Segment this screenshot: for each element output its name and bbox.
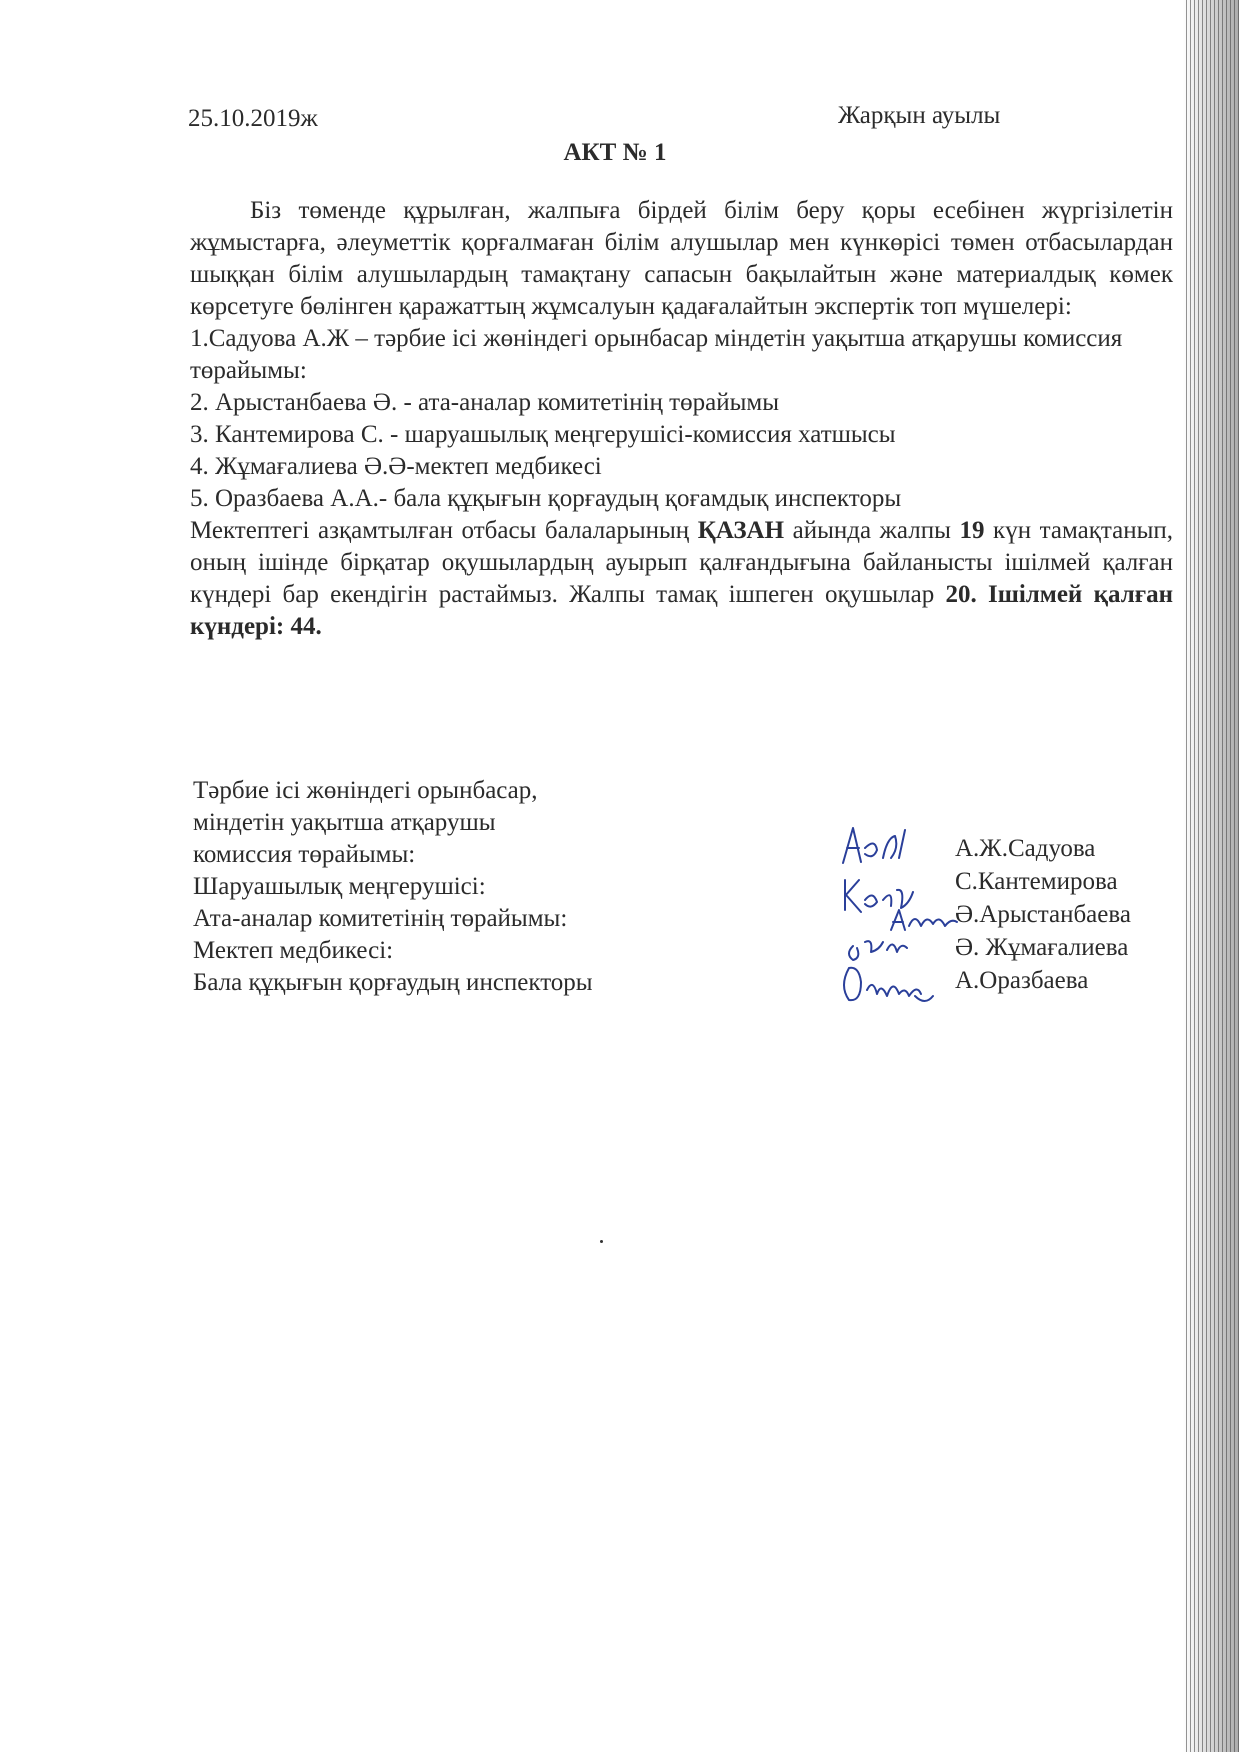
signer-name: А.Ж.Садуова bbox=[955, 835, 1096, 862]
document-date: 25.10.2019ж bbox=[188, 105, 318, 132]
signature-stroke-1 bbox=[843, 828, 905, 863]
member-5: 5. Оразбаева А.А.- бала құқығын қорғаудың қоғамдық инспекторы bbox=[190, 485, 902, 512]
signer-name: С.Кантемирова bbox=[955, 868, 1118, 895]
signer-name: А.Оразбаева bbox=[955, 967, 1089, 994]
role-line: Бала құқығын қорғаудың инспекторы bbox=[193, 969, 593, 996]
statement-part3: күн тамақтанып, оның ішінде бірқатар оқушылардың ауырып қалғандығына байланысты ішілмей қалған күндері бар екендігін растаймыз. Жалпы тамақ ішпеген оқушылар bbox=[190, 517, 1173, 608]
scan-edge-artifact bbox=[1183, 0, 1239, 1752]
signature-stroke-2 bbox=[845, 880, 913, 912]
role-line: Ата-аналар комитетінің төрайымы: bbox=[193, 905, 568, 932]
member-3: 3. Кантемирова С. - шаруашылық меңгерушісі-комиссия хатшысы bbox=[190, 421, 896, 448]
member-1: 1.Садуова А.Ж – тәрбие ісі жөніндегі орынбасар міндетін уақытша атқарушы комиссия төрайымы: bbox=[190, 325, 1123, 384]
signature-stroke-3 bbox=[891, 910, 957, 930]
signature-stroke-4 bbox=[849, 941, 907, 960]
signature-roles bbox=[193, 775, 593, 999]
document-place: Жарқын ауылы bbox=[838, 102, 1001, 129]
scan-speck bbox=[600, 1240, 603, 1243]
statement-result: 20. Ішілмей қалған күндері: 44. bbox=[190, 581, 1173, 640]
statement-days: 19 bbox=[959, 517, 985, 544]
statement-month: ҚАЗАН bbox=[697, 517, 785, 544]
role-line: Мектеп медбикесі: bbox=[193, 937, 394, 964]
role-line: Тәрбие ісі жөніндегі орынбасар, bbox=[193, 777, 538, 804]
role-line: Шаруашылық меңгерушісі: bbox=[193, 873, 486, 900]
handwritten-signatures bbox=[835, 818, 970, 1018]
signature-names bbox=[955, 832, 1131, 997]
member-4: 4. Жұмағалиева Ә.Ә-мектеп медбикесі bbox=[190, 453, 602, 480]
signer-name: Ә.Арыстанбаева bbox=[955, 901, 1131, 928]
document-body bbox=[190, 195, 1173, 643]
intro-paragraph: Біз төменде құрылған, жалпыға бірдей білім беру қоры есебінен жүргізілетін жұмыстарға, әлеуметтік қорғалмаған білім алушылар мен күнкөрісі төмен отбасылардан шыққан білім алушылардың тамақтану сапасын бақылайтын және материалдық көмек көрсетуге бөлінген қаражаттың жұмсалуын қадағалайтын экспертік топ мүшелері: bbox=[190, 197, 1173, 320]
member-2: 2. Арыстанбаева Ә. - ата-аналар комитетінің төрайымы bbox=[190, 389, 779, 416]
signature-stroke-5 bbox=[844, 968, 933, 1001]
statement-part2: айында жалпы bbox=[784, 517, 960, 544]
statement-part1: Мектептегі азқамтылған отбасы балаларының bbox=[190, 517, 698, 544]
statement-paragraph bbox=[190, 515, 1173, 643]
signer-name: Ә. Жұмағалиева bbox=[955, 934, 1129, 961]
role-line: міндетін уақытша атқарушы bbox=[193, 809, 496, 836]
role-line: комиссия төрайымы: bbox=[193, 841, 416, 868]
document-title: АКТ № 1 bbox=[563, 139, 667, 166]
